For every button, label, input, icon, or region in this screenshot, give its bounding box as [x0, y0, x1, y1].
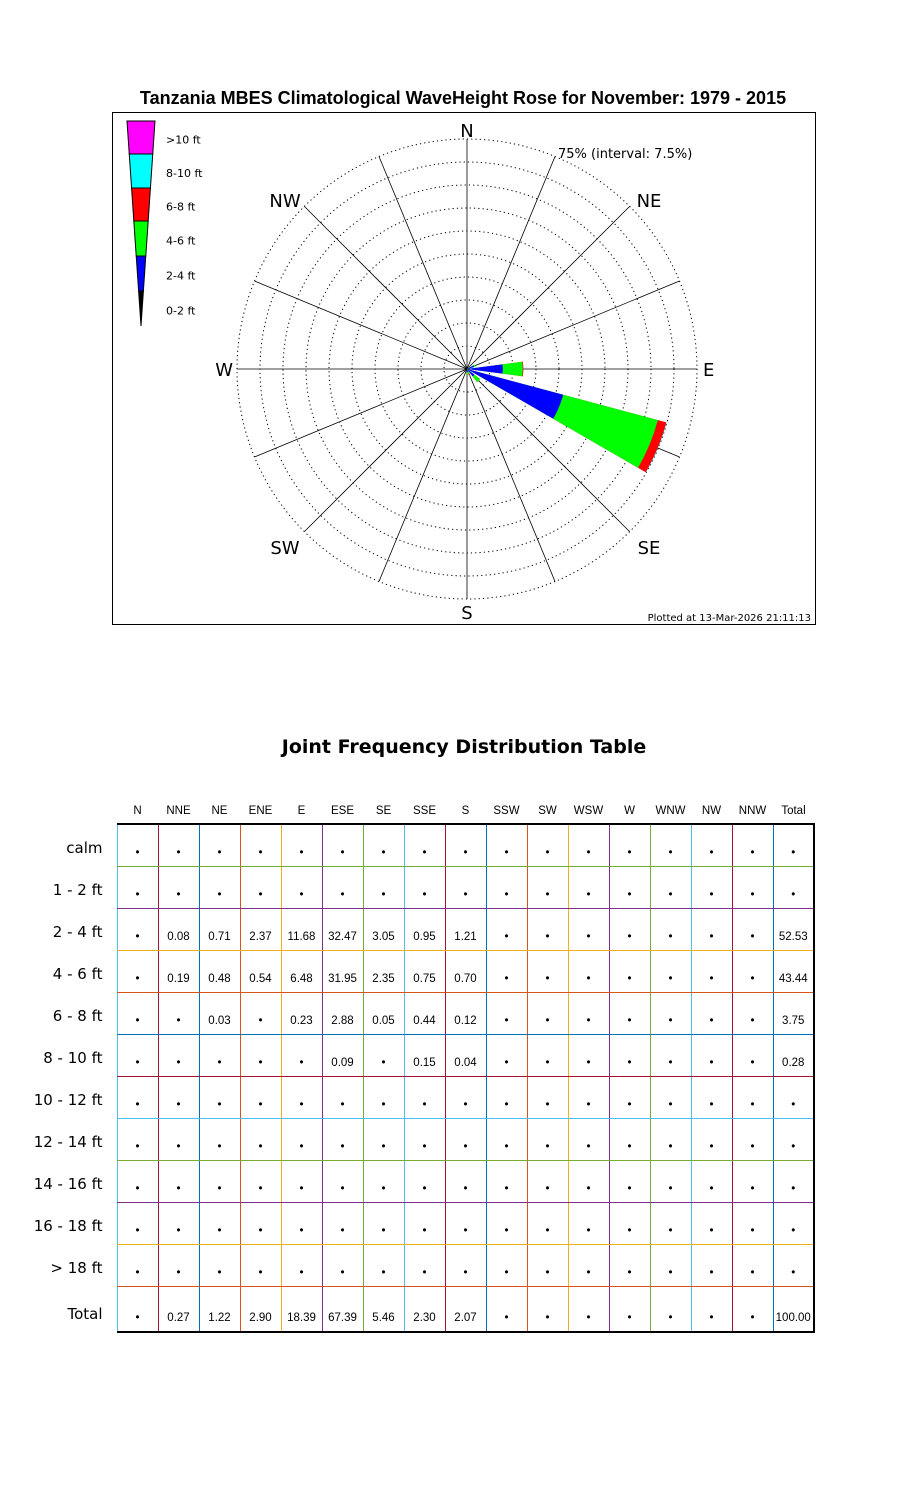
column-header-nnw: NNW: [738, 805, 767, 817]
cell-nne-row3: 0.19: [158, 950, 199, 992]
cell-wsw-row7: •: [568, 1118, 609, 1160]
cell-w-row7: •: [609, 1118, 650, 1160]
cell-wnw-row8: •: [650, 1160, 691, 1202]
cell-nne-row8: •: [158, 1160, 199, 1202]
cell-nw-row5: •: [691, 1034, 732, 1076]
cell-ssw-row10: •: [486, 1244, 527, 1286]
cell-s-row7: •: [445, 1118, 486, 1160]
cell-ese-row3: 31.95: [322, 950, 363, 992]
cell-ne-row0: •: [199, 824, 240, 866]
cell-ese-row9: •: [322, 1202, 363, 1244]
legend-swatch-10ft: [127, 121, 155, 154]
direction-spoke: [255, 369, 467, 457]
cell-wnw-row11: •: [650, 1286, 691, 1332]
cell-e-row4: 0.23: [281, 992, 322, 1034]
cell-w-row6: •: [609, 1076, 650, 1118]
cell-e-row10: •: [281, 1244, 322, 1286]
cell-ese-row1: •: [322, 866, 363, 908]
cell-wsw-row4: •: [568, 992, 609, 1034]
direction-spoke: [467, 157, 555, 369]
cell-w-row3: •: [609, 950, 650, 992]
cell-ne-row1: •: [199, 866, 240, 908]
cell-total-row1: •: [773, 866, 814, 908]
cell-w-row11: •: [609, 1286, 650, 1332]
cell-ssw-row11: •: [486, 1286, 527, 1332]
cell-s-row9: •: [445, 1202, 486, 1244]
cell-w-row8: •: [609, 1160, 650, 1202]
table-corner-cell: [30, 797, 117, 824]
cell-se-row7: •: [363, 1118, 404, 1160]
cell-sw-row10: •: [527, 1244, 568, 1286]
cell-nw-row10: •: [691, 1244, 732, 1286]
cell-se-row6: •: [363, 1076, 404, 1118]
row-label: 8 - 10 ft: [43, 1049, 103, 1067]
table-row-1-2-ft: [30, 866, 814, 908]
cell-ese-row6: •: [322, 1076, 363, 1118]
cell-ene-row3: 0.54: [240, 950, 281, 992]
cell-e-row7: •: [281, 1118, 322, 1160]
row-label: 4 - 6 ft: [52, 965, 103, 983]
cell-se-row5: •: [363, 1034, 404, 1076]
wave-rose-plot-box: [112, 112, 816, 625]
cell-nw-row11: •: [691, 1286, 732, 1332]
cell-wsw-row10: •: [568, 1244, 609, 1286]
cell-wnw-row1: •: [650, 866, 691, 908]
legend-label-10ft: >10 ft: [166, 133, 201, 147]
row-label: > 18 ft: [50, 1259, 103, 1277]
cell-ssw-row6: •: [486, 1076, 527, 1118]
cell-ene-row9: •: [240, 1202, 281, 1244]
cell-nw-row9: •: [691, 1202, 732, 1244]
cell-e-row5: •: [281, 1034, 322, 1076]
column-header-n: N: [133, 805, 142, 817]
cell-total-row6: •: [773, 1076, 814, 1118]
cell-nw-row0: •: [691, 824, 732, 866]
cell-se-row11: 5.46: [363, 1286, 404, 1332]
legend-label-810ft: 8-10 ft: [166, 167, 203, 180]
cell-ese-row5: 0.09: [322, 1034, 363, 1076]
cell-nw-row4: •: [691, 992, 732, 1034]
cell-wsw-row2: •: [568, 908, 609, 950]
joint-frequency-table-wrap: [30, 797, 815, 1333]
cell-e-row6: •: [281, 1076, 322, 1118]
cell-ne-row4: 0.03: [199, 992, 240, 1034]
cell-ese-row4: 2.88: [322, 992, 363, 1034]
table-row-6-8-ft: [30, 992, 814, 1034]
cell-ssw-row8: •: [486, 1160, 527, 1202]
cell-nnw-row10: •: [732, 1244, 773, 1286]
cell-e-row11: 18.39: [281, 1286, 322, 1332]
table-row-calm: [30, 824, 814, 866]
column-header-e: E: [297, 805, 306, 817]
cell-s-row3: 0.70: [445, 950, 486, 992]
cell-ssw-row1: •: [486, 866, 527, 908]
legend-swatch-68ft: [132, 188, 151, 221]
row-label: calm: [66, 839, 103, 857]
cell-ese-row10: •: [322, 1244, 363, 1286]
cell-total-row10: •: [773, 1244, 814, 1286]
cell-sse-row1: •: [404, 866, 445, 908]
cell-n-row2: •: [117, 908, 158, 950]
cell-wnw-row0: •: [650, 824, 691, 866]
cell-wnw-row4: •: [650, 992, 691, 1034]
cell-s-row4: 0.12: [445, 992, 486, 1034]
cell-nw-row2: •: [691, 908, 732, 950]
cell-wnw-row2: •: [650, 908, 691, 950]
cell-n-row1: •: [117, 866, 158, 908]
row-label: Total: [67, 1305, 103, 1323]
compass-label-n: N: [460, 121, 474, 142]
cell-e-row8: •: [281, 1160, 322, 1202]
cell-nnw-row9: •: [732, 1202, 773, 1244]
cell-s-row1: •: [445, 866, 486, 908]
row-label: 14 - 16 ft: [33, 1175, 103, 1193]
legend-label-68ft: 6-8 ft: [166, 200, 196, 214]
table-row-10-12-ft: [30, 1076, 814, 1118]
cell-wnw-row3: •: [650, 950, 691, 992]
cell-nnw-row7: •: [732, 1118, 773, 1160]
cell-ese-row2: 32.47: [322, 908, 363, 950]
cell-sw-row2: •: [527, 908, 568, 950]
cell-w-row4: •: [609, 992, 650, 1034]
legend-swatch-46ft: [134, 221, 148, 256]
legend-swatch-02ft: [139, 291, 144, 326]
cell-wnw-row10: •: [650, 1244, 691, 1286]
cell-ne-row10: •: [199, 1244, 240, 1286]
cell-wsw-row0: •: [568, 824, 609, 866]
cell-ne-row6: •: [199, 1076, 240, 1118]
cell-wsw-row9: •: [568, 1202, 609, 1244]
cell-nnw-row5: •: [732, 1034, 773, 1076]
cell-se-row2: 3.05: [363, 908, 404, 950]
table-title: Joint Frequency Distribution Table: [281, 736, 647, 758]
cell-total-row5: 0.28: [773, 1034, 814, 1076]
column-header-wnw: WNW: [655, 805, 686, 817]
cell-sw-row7: •: [527, 1118, 568, 1160]
cell-ese-row0: •: [322, 824, 363, 866]
plotted-at-timestamp: Plotted at 13-Mar-2026 21:11:13: [647, 613, 811, 624]
cell-n-row7: •: [117, 1118, 158, 1160]
cell-total-row4: 3.75: [773, 992, 814, 1034]
cell-se-row9: •: [363, 1202, 404, 1244]
table-row-2-4-ft: [30, 908, 814, 950]
cell-nnw-row8: •: [732, 1160, 773, 1202]
cell-nne-row4: •: [158, 992, 199, 1034]
row-label: 16 - 18 ft: [33, 1217, 103, 1235]
cell-ese-row7: •: [322, 1118, 363, 1160]
cell-total-row2: 52.53: [773, 908, 814, 950]
cell-n-row9: •: [117, 1202, 158, 1244]
column-header-nw: NW: [701, 805, 722, 817]
cell-nnw-row0: •: [732, 824, 773, 866]
cell-ene-row4: •: [240, 992, 281, 1034]
cell-sse-row11: 2.30: [404, 1286, 445, 1332]
cell-ese-row8: •: [322, 1160, 363, 1202]
column-header-sse: SSE: [412, 805, 436, 817]
cell-w-row2: •: [609, 908, 650, 950]
cell-nne-row10: •: [158, 1244, 199, 1286]
cell-nnw-row4: •: [732, 992, 773, 1034]
cell-sse-row4: 0.44: [404, 992, 445, 1034]
cell-sw-row0: •: [527, 824, 568, 866]
cell-ene-row8: •: [240, 1160, 281, 1202]
cell-sw-row5: •: [527, 1034, 568, 1076]
cell-ene-row11: 2.90: [240, 1286, 281, 1332]
cell-total-row8: •: [773, 1160, 814, 1202]
cell-n-row5: •: [117, 1034, 158, 1076]
cell-se-row10: •: [363, 1244, 404, 1286]
cell-ssw-row7: •: [486, 1118, 527, 1160]
cell-n-row4: •: [117, 992, 158, 1034]
cell-nne-row2: 0.08: [158, 908, 199, 950]
compass-label-se: SE: [637, 538, 661, 559]
cell-total-row0: •: [773, 824, 814, 866]
cell-wsw-row3: •: [568, 950, 609, 992]
cell-nw-row8: •: [691, 1160, 732, 1202]
cell-wsw-row1: •: [568, 866, 609, 908]
cell-ene-row10: •: [240, 1244, 281, 1286]
cell-ne-row3: 0.48: [199, 950, 240, 992]
cell-sw-row4: •: [527, 992, 568, 1034]
cell-nnw-row3: •: [732, 950, 773, 992]
column-header-s: S: [461, 805, 470, 817]
compass-label-s: S: [461, 603, 473, 624]
column-header-sw: SW: [538, 805, 557, 817]
direction-spoke: [255, 281, 467, 369]
cell-w-row10: •: [609, 1244, 650, 1286]
legend-label-46ft: 4-6 ft: [166, 234, 196, 248]
cell-se-row1: •: [363, 866, 404, 908]
petal-e-24ft: [467, 364, 503, 373]
cell-e-row0: •: [281, 824, 322, 866]
cell-nw-row1: •: [691, 866, 732, 908]
cell-ene-row7: •: [240, 1118, 281, 1160]
column-header-se: SE: [375, 805, 392, 817]
cell-total-row3: 43.44: [773, 950, 814, 992]
cell-n-row6: •: [117, 1076, 158, 1118]
cell-total-row9: •: [773, 1202, 814, 1244]
column-header-nne: NNE: [166, 805, 191, 817]
compass-label-ne: NE: [636, 191, 662, 212]
cell-s-row2: 1.21: [445, 908, 486, 950]
cell-nne-row11: 0.27: [158, 1286, 199, 1332]
cell-sw-row8: •: [527, 1160, 568, 1202]
cell-ese-row11: 67.39: [322, 1286, 363, 1332]
cell-wnw-row9: •: [650, 1202, 691, 1244]
legend-label-02ft: 0-2 ft: [166, 304, 196, 318]
cell-nne-row6: •: [158, 1076, 199, 1118]
cell-wsw-row5: •: [568, 1034, 609, 1076]
cell-sse-row10: •: [404, 1244, 445, 1286]
cell-ene-row2: 2.37: [240, 908, 281, 950]
cell-sse-row0: •: [404, 824, 445, 866]
cell-nnw-row2: •: [732, 908, 773, 950]
table-row-14-16-ft: [30, 1160, 814, 1202]
cell-ssw-row4: •: [486, 992, 527, 1034]
cell-ssw-row2: •: [486, 908, 527, 950]
column-header-ssw: SSW: [493, 805, 520, 817]
cell-w-row0: •: [609, 824, 650, 866]
cell-sse-row8: •: [404, 1160, 445, 1202]
cell-ene-row5: •: [240, 1034, 281, 1076]
cell-w-row9: •: [609, 1202, 650, 1244]
column-header-wsw: WSW: [573, 805, 604, 817]
radial-scale-label: 75% (interval: 7.5%): [558, 147, 693, 162]
cell-wnw-row5: •: [650, 1034, 691, 1076]
cell-sw-row1: •: [527, 866, 568, 908]
compass-label-sw: SW: [270, 538, 300, 559]
row-label: 1 - 2 ft: [52, 881, 103, 899]
row-label: 12 - 14 ft: [33, 1133, 103, 1151]
legend-swatch-810ft: [129, 154, 152, 188]
cell-e-row9: •: [281, 1202, 322, 1244]
cell-w-row1: •: [609, 866, 650, 908]
column-header-ene: ENE: [248, 805, 273, 817]
cell-sse-row5: 0.15: [404, 1034, 445, 1076]
cell-e-row1: •: [281, 866, 322, 908]
cell-e-row3: 6.48: [281, 950, 322, 992]
cell-total-row7: •: [773, 1118, 814, 1160]
cell-ssw-row0: •: [486, 824, 527, 866]
direction-spoke: [467, 281, 679, 369]
cell-se-row3: 2.35: [363, 950, 404, 992]
cell-wsw-row8: •: [568, 1160, 609, 1202]
cell-ssw-row9: •: [486, 1202, 527, 1244]
wave-rose-chart: [113, 113, 815, 624]
direction-spoke: [304, 369, 467, 532]
cell-sse-row3: 0.75: [404, 950, 445, 992]
cell-nw-row7: •: [691, 1118, 732, 1160]
cell-se-row8: •: [363, 1160, 404, 1202]
cell-s-row5: 0.04: [445, 1034, 486, 1076]
cell-n-row11: •: [117, 1286, 158, 1332]
cell-ene-row6: •: [240, 1076, 281, 1118]
cell-wnw-row6: •: [650, 1076, 691, 1118]
rose-chart-title: Tanzania MBES Climatological WaveHeight Rose for November: 1979 - 2015: [139, 88, 787, 108]
cell-e-row2: 11.68: [281, 908, 322, 950]
cell-nne-row0: •: [158, 824, 199, 866]
cell-wnw-row7: •: [650, 1118, 691, 1160]
direction-spoke: [379, 157, 467, 369]
cell-n-row10: •: [117, 1244, 158, 1286]
cell-nnw-row6: •: [732, 1076, 773, 1118]
cell-w-row5: •: [609, 1034, 650, 1076]
table-row-12-14-ft: [30, 1118, 814, 1160]
cell-sse-row7: •: [404, 1118, 445, 1160]
column-header-total: Total: [781, 805, 806, 817]
cell-ene-row1: •: [240, 866, 281, 908]
cell-se-row4: 0.05: [363, 992, 404, 1034]
row-label: 10 - 12 ft: [33, 1091, 103, 1109]
row-label: 6 - 8 ft: [52, 1007, 103, 1025]
cell-sse-row2: 0.95: [404, 908, 445, 950]
cell-s-row11: 2.07: [445, 1286, 486, 1332]
cell-wsw-row11: •: [568, 1286, 609, 1332]
petal-ese-24ft: [467, 369, 563, 419]
cell-nw-row6: •: [691, 1076, 732, 1118]
compass-label-e: E: [703, 360, 715, 381]
cell-sw-row11: •: [527, 1286, 568, 1332]
cell-nne-row5: •: [158, 1034, 199, 1076]
compass-label-w: W: [215, 360, 233, 381]
cell-ene-row0: •: [240, 824, 281, 866]
table-row-8-10-ft: [30, 1034, 814, 1076]
cell-s-row0: •: [445, 824, 486, 866]
cell-ne-row5: •: [199, 1034, 240, 1076]
cell-nnw-row11: •: [732, 1286, 773, 1332]
cell-s-row10: •: [445, 1244, 486, 1286]
table-row-16-18-ft: [30, 1202, 814, 1244]
direction-spoke: [379, 369, 467, 581]
cell-ne-row11: 1.22: [199, 1286, 240, 1332]
cell-n-row0: •: [117, 824, 158, 866]
cell-ssw-row5: •: [486, 1034, 527, 1076]
row-label: 2 - 4 ft: [52, 923, 103, 941]
cell-nne-row7: •: [158, 1118, 199, 1160]
direction-spoke: [304, 206, 467, 369]
table-row->-18-ft: [30, 1244, 814, 1286]
cell-ne-row9: •: [199, 1202, 240, 1244]
cell-se-row0: •: [363, 824, 404, 866]
cell-ne-row7: •: [199, 1118, 240, 1160]
cell-nw-row3: •: [691, 950, 732, 992]
direction-spoke: [467, 206, 630, 369]
cell-nne-row1: •: [158, 866, 199, 908]
cell-sw-row3: •: [527, 950, 568, 992]
legend-swatch-24ft: [136, 256, 146, 291]
cell-ssw-row3: •: [486, 950, 527, 992]
table-row-total: [30, 1286, 814, 1332]
cell-sw-row6: •: [527, 1076, 568, 1118]
cell-nnw-row1: •: [732, 866, 773, 908]
column-header-ne: NE: [211, 805, 228, 817]
table-row-4-6-ft: [30, 950, 814, 992]
column-header-ese: ESE: [330, 805, 354, 817]
cell-s-row8: •: [445, 1160, 486, 1202]
cell-n-row3: •: [117, 950, 158, 992]
legend-label-24ft: 2-4 ft: [166, 269, 196, 283]
cell-sw-row9: •: [527, 1202, 568, 1244]
compass-label-nw: NW: [269, 191, 301, 212]
cell-ne-row2: 0.71: [199, 908, 240, 950]
cell-wsw-row6: •: [568, 1076, 609, 1118]
cell-s-row6: •: [445, 1076, 486, 1118]
cell-sse-row9: •: [404, 1202, 445, 1244]
joint-frequency-table: [30, 797, 815, 1333]
column-header-w: W: [624, 805, 635, 817]
cell-ne-row8: •: [199, 1160, 240, 1202]
cell-total-row11: 100.00: [773, 1286, 814, 1332]
cell-sse-row6: •: [404, 1076, 445, 1118]
cell-n-row8: •: [117, 1160, 158, 1202]
cell-nne-row9: •: [158, 1202, 199, 1244]
